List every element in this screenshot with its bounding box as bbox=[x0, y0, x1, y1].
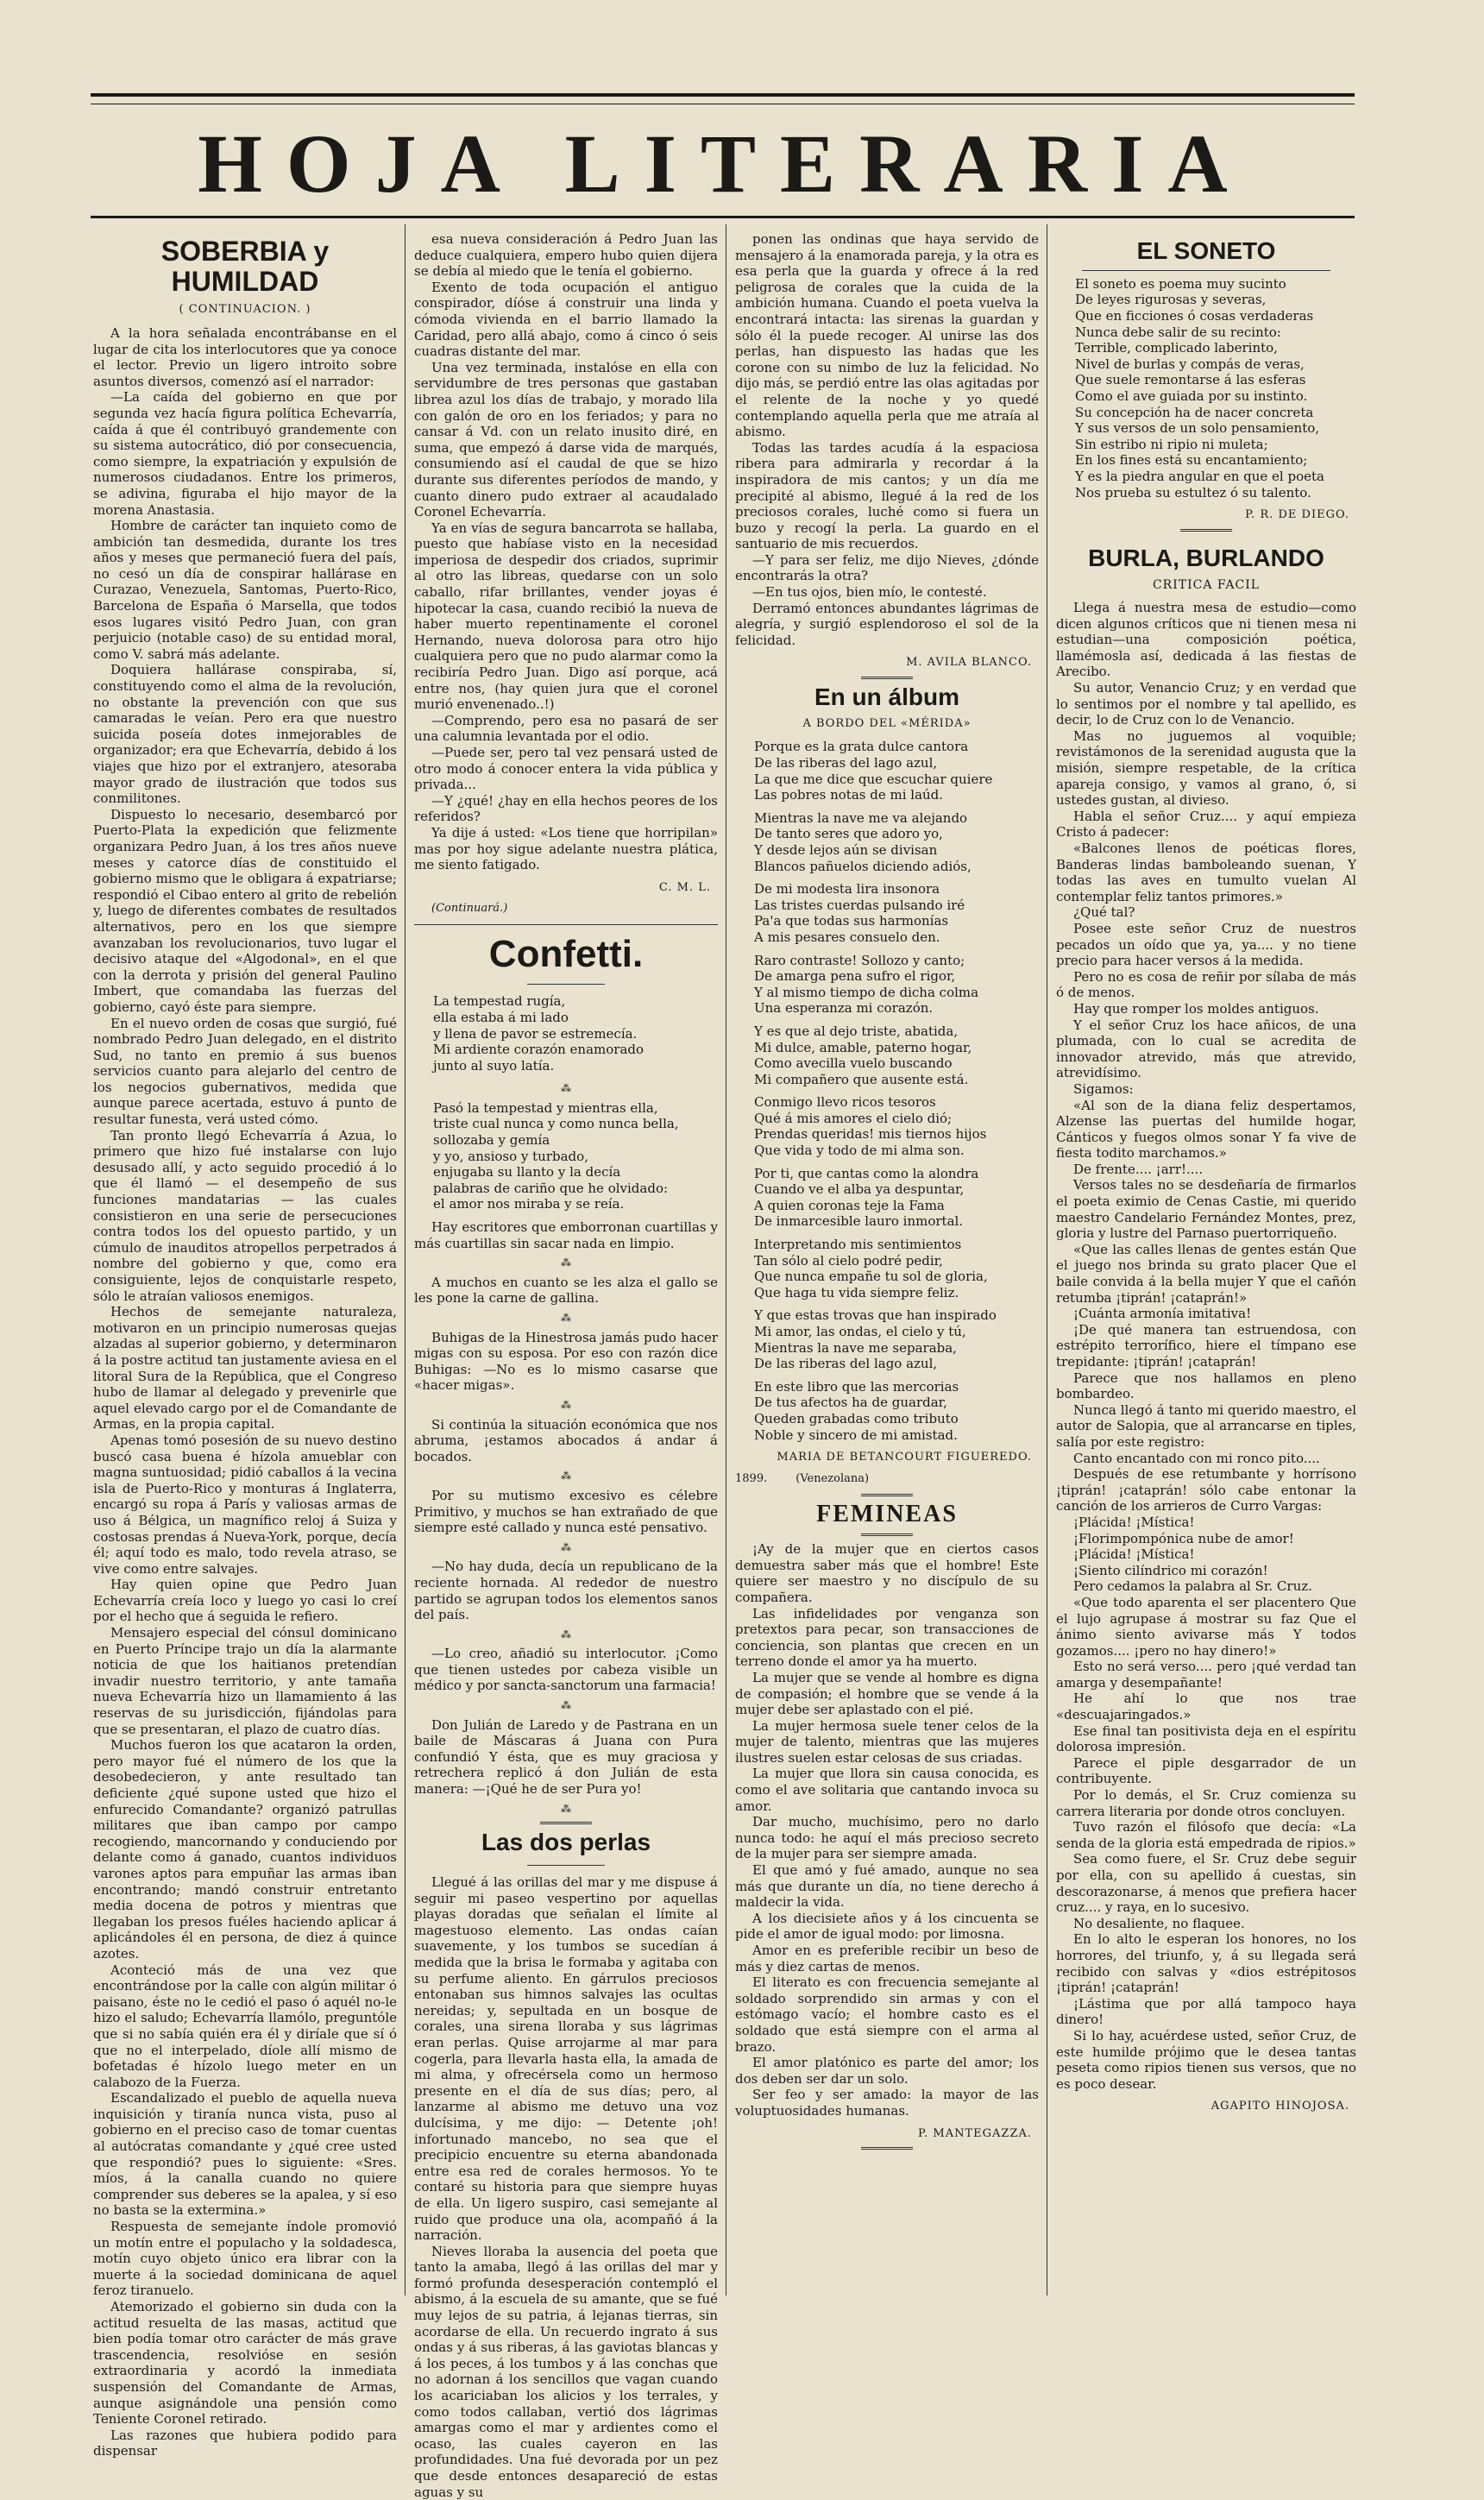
verse-line: De tus afectos ha de guardar, bbox=[754, 1395, 947, 1411]
section-rule bbox=[861, 1533, 913, 1536]
album-poem bbox=[735, 739, 1039, 1443]
paragraph: Atemorizado el gobierno sin duda con la actitud resuelta de las masas, actitud que bien podía tomar otro carácter de más grave trascendencia, resolvióse en sesión extraordinaria y acordó la inmediata suspensión del Comandante de Armas, aunque asignándole una pensión como Teniente Coronel retirado. bbox=[93, 2299, 397, 2428]
paragraph: Las razones que hubiera podido para dispensar bbox=[93, 2427, 397, 2459]
paragraph: Llegué á las orillas del mar y me dispuse á seguir mi paseo vespertino por aquellas playas doradas que señalan el límite al magestuoso elemento. Las ondas caían suavemente, y los tumbos se sucedían á medida que la brisa le formaba y agitaba con su perfume aliento. En gárrulos preciosos entonaban sus himnos salvajes las ocultas nereidas; y, sepultada en un bosque de corales, una sirena lloraba y sus lágrimas eran perlas. Quise arrojarme al mar para cogerla, para llevarla hasta ella, la amada de mi alma, y ofrecérsela como un hermoso presente en el día de sus días; pero, al lanzarme al abismo me detuvo una voz dulcísima, y me dijo: — Detente ¡oh! infortunado mancebo, no sea que el precipicio encuentre su eterna abandonada entre esa red de corales hermosos. Yo te contaré su historia para que siempre huyas de ella. Un ligero suspiro, casi semejante al ruido que produce una ola, acompañó á la narración. bbox=[414, 1874, 718, 2244]
paragraph: Por lo demás, el Sr. Cruz comienza su carrera literaria por donde otros concluyen. bbox=[1056, 1787, 1356, 1819]
paragraph: Después de ese retumbante y horrísono ¡tiprán! ¡cataprán! sólo cabe entonar la canción de los arrieros de Curro Vargas: bbox=[1056, 1466, 1356, 1514]
paragraph: «Al son de la diana feliz despertamos, Alzense las puertas del humilde hogar, Cánticos y fuegos olmos sonar Y fa vive de fiesta todito marchamos.» bbox=[1056, 1097, 1356, 1162]
paragraph: Derramó entonces abundantes lágrimas de alegría, y surgió esplendoroso el sol de la felicidad. bbox=[735, 600, 1039, 648]
article-body-perlas-cont bbox=[735, 231, 1039, 648]
verse-line: Raro contraste! Sollozo y canto; bbox=[754, 952, 965, 968]
paragraph: Amor en es preferible recibir un beso de más y diez cartas de menos. bbox=[735, 1943, 1039, 1974]
verse-line: Que nunca empañe tu sol de gloria, bbox=[754, 1269, 988, 1285]
paragraph: Las infidelidades por venganza son pretextos para pecar, son transacciones de conciencia, son plantas que crecen en un terreno donde el amor ya ha muerto. bbox=[735, 1605, 1039, 1670]
verse-line: Mientras la nave me separaba, bbox=[754, 1339, 957, 1356]
verse-line: sollozaba y gemía bbox=[433, 1132, 550, 1149]
paragraph: Tan pronto llegó Echevarría á Azua, lo primero que hizo fué instalarse con lujo desusado allí, y acto seguido procedió á lo que él llamó — el desempeño de sus funciones mandatarias — las cuales consistieron en una serie de persecuciones contra todos los del opuesto partido, y un cúmulo de inauditos atropellos perpetrados á nombre del gobierno y que, como era consiguiente, lejos de conquistarle respeto, sólo le atraían valiosos enemigos. bbox=[93, 1127, 397, 1304]
paragraph: Si lo hay, acuérdese usted, señor Cruz, de este humilde prójimo que le desea tantas peseta como ripios tienen sus versos, que no es poco desear. bbox=[1056, 2027, 1356, 2092]
paragraph: Muchos fueron los que acataron la orden, pero mayor fué el número de los que la desobedecieron, y ante resultado tan deficiente ¿qué supone usted que hizo el enfurecido Comandante? organizó patrullas militares que iban campo por campo recogiendo, mancornando y conduciendo por delante como á ganado, cuantos individuos varones aptos para empuñar las armas iban encontrando; mandó construir entretanto media docena de potros y mientras que llegaban los presos fuéles haciendo aplicar á aplicándoles él en persona, de diez á quince azotes. bbox=[93, 1737, 397, 1962]
paragraph: ¡Siento cilíndrico mi corazón! bbox=[1073, 1562, 1268, 1578]
column-divider bbox=[405, 224, 406, 2295]
paragraph: ¡Florimpompónica nube de amor! bbox=[1073, 1530, 1294, 1546]
paragraph: «Que las calles llenas de gentes están Que el juego nos brinda su grato placer Que el baile convida á la bella mujer Y que el cañón retumba ¡tiprán! ¡cataprán!» bbox=[1056, 1241, 1356, 1306]
column-4 bbox=[1056, 231, 1356, 2295]
top-rule bbox=[91, 93, 1355, 97]
paragraph: Nunca llegó á tanto mi querido maestro, el autor de Salopia, que al arrancarse en tiples, salía por este registro: bbox=[1056, 1401, 1356, 1450]
poem-date-place bbox=[735, 1471, 1039, 1488]
paragraph: Y el señor Cruz los hace añicos, de una plumada, con lo cual se acredita de innovador atrevido, más que atrevido, atrevidísimo. bbox=[1056, 1017, 1356, 1081]
poem-stanza bbox=[735, 953, 1039, 1017]
verse-line: De inmarcesible lauro inmortal. bbox=[754, 1213, 964, 1230]
article-title-confetti: Confetti. bbox=[488, 932, 644, 975]
section-separator: ⁂ bbox=[561, 1540, 571, 1553]
article-body-femineas bbox=[735, 1541, 1039, 2119]
paragraph: ¡Ay de la mujer que en ciertos casos demuestra saber más que el hombre! Este quiere ser maestro y no discípulo de su compañera. bbox=[735, 1541, 1039, 1605]
section-separator: ⁂ bbox=[561, 1470, 571, 1483]
verse-line: Nunca debe salir de su recinto: bbox=[1075, 324, 1281, 340]
paragraph: Ser feo y ser amado: la mayor de las voluptuosidades humanas. bbox=[735, 2087, 1039, 2119]
article-title-perlas: Las dos perlas bbox=[481, 1829, 651, 1856]
verse-line: Queden grabadas como tributo bbox=[754, 1410, 959, 1426]
section-separator: ⁂ bbox=[561, 1312, 571, 1325]
poem-stanza bbox=[735, 1166, 1039, 1230]
paragraph: ponen las ondinas que haya servido de mensajero á la enamorada pareja, y la otra es esa perla que la guarda y ofrece á la red peligrosa de corales que la cuida de la ambición humana. Cuando el poeta vuelva la encontrará intacta: las sirenas la guardan y sólo él la puede recoger. Al unirse las dos perlas, han dispuesto las hadas que les corone con su nimbo de luz la felicidad. No dijo más, se perdió entre las olas agitadas por el relente de la noche y yo quedé contemplando aquella perla que me atraía al abismo. bbox=[735, 231, 1039, 440]
paragraph: —Puede ser, pero tal vez pensará usted de otro modo á conocer entera la vida pública y privada... bbox=[414, 745, 718, 793]
paragraph: El que amó y fué amado, aunque no sea más que durante un día, no tiene derecho á maldecir la vida. bbox=[735, 1862, 1039, 1911]
verse-line: Como el ave guiada por su instinto. bbox=[1075, 387, 1308, 404]
verse-line: Porque es la grata dulce cantora bbox=[754, 739, 969, 755]
paragraph: Hechos de semejante naturaleza, motivaron en un principio numerosas quejas alzadas al superior gobierno, y determinaron á la postre actitud tan justamente aviesa en el litoral Sura de la República, que el Congreso hubo de llamar al delegado y prevenirle que aquel elevado cargo por el de Comandante de Armas, en la propia capital. bbox=[93, 1304, 397, 1433]
paragraph: Sigamos: bbox=[1073, 1080, 1134, 1097]
poem-stanza bbox=[735, 1307, 1039, 1371]
confetti-item: Don Julián de Laredo y de Pastrana en un baile de Máscaras á Juana con Pura confundió Y ésta, que es muy graciosa y retrechera replicó á don Julián de esta manera: —¡Qué he de ser Pura yo! bbox=[414, 1716, 718, 1798]
verse-line: De amarga pena sufro el rigor, bbox=[754, 968, 956, 985]
paragraph: —Y ¿qué! ¿hay en ella hechos peores de los referidos? bbox=[414, 792, 718, 825]
verse-line: Qué á mis amores el cielo dió; bbox=[754, 1110, 953, 1126]
verse-line: el amor nos miraba y se reía. bbox=[433, 1196, 625, 1212]
paragraph: Hombre de carácter tan inquieto como de ambición tan desmedida, durante los tres años y meses que permaneció fuera del país, no cesó un día de conspirar hallárase en Curazao, Venezuela, Santomas, Puerto-Rico, Barcelona de España ó Marsella, que todos esos lugares visitó Pedro Juan, con gran perjuicio (notable caso) de su entidad moral, como V. sabrá más adelante. bbox=[93, 518, 397, 662]
paragraph: ¡Cuánta armonía imitativa! bbox=[1073, 1306, 1252, 1322]
paragraph: Pero no es cosa de reñir por sílaba de más ó de menos. bbox=[1056, 968, 1356, 1001]
verse-line: Pasó la tempestad y mientras ella, bbox=[433, 1099, 658, 1116]
article-body-soberbia bbox=[93, 325, 397, 2459]
section-separator: ⁂ bbox=[561, 1082, 571, 1095]
confetti-item: Hay escritores que emborronan cuartillas y más cuartillas sin sacar nada en limpio. bbox=[414, 1219, 718, 1251]
verse-line: La que me dice que escuchar quiere bbox=[754, 771, 993, 787]
paragraph: ¡De qué manera tan estruendosa, con estrépito terrorífico, hiere el tímpano ese trepidante: ¡tiprán! ¡cataprán! bbox=[1056, 1321, 1356, 1370]
poem-stanza bbox=[735, 1379, 1039, 1443]
paragraph: Ya en vías de segura bancarrota se hallaba, puesto que habíase visto en la necesidad imperiosa de despedir dos criados, suprimir al otro las libreas, quedarse con un solo caballo, rifar brillantes, vender joyas é hipotecar la casa, cuando recibió la nueva de haber muerto repentinamente el coronel Hernando, nueva dolorosa para otro hijo cualquiera pero que no pudo alarmar como la recibiría Pedro Juan. Digo así porque, acá entre nos, (hay quien jura que el coronel murió envenenado..!) bbox=[414, 520, 718, 713]
paragraph: —En tus ojos, bien mío, le contesté. bbox=[752, 584, 987, 601]
verse-line: Las tristes cuerdas pulsando iré bbox=[754, 897, 965, 913]
verse-line: Una esperanza mi corazón. bbox=[754, 1000, 934, 1017]
verse-line: Y desde lejos aún se divisan bbox=[754, 841, 938, 858]
poem-stanza bbox=[735, 1237, 1039, 1300]
section-separator: ⁂ bbox=[561, 1628, 571, 1640]
poem-place: (Venezolana) bbox=[795, 1471, 870, 1485]
paragraph: A los diecisiete años y á los cincuenta se pide el amor de igual modo: por limosna. bbox=[735, 1910, 1039, 1943]
verse-line: Y es la piedra angular en que el poeta bbox=[1075, 468, 1324, 484]
verse-line: El soneto es poema muy sucinto bbox=[1075, 275, 1286, 292]
section-rule bbox=[861, 2147, 913, 2150]
verse-line: Sin estribo ni ripio ni muleta; bbox=[1075, 436, 1268, 452]
section-rule bbox=[861, 1494, 913, 1496]
paragraph: Mas no juguemos al voquible; revistámonos de la serenidad augusta que la misión, siempre respetable, de la crítica apareja consigo, y vamos al grano, ó, si ustedes gustan, al divieso. bbox=[1056, 727, 1356, 809]
paragraph: esa nueva consideración á Pedro Juan las deduce cualquiera, empero hubo quien dijera se debía al miedo que le tenía el gobierno. bbox=[414, 231, 718, 280]
verse-line: A quien coronas teje la Fama bbox=[754, 1197, 945, 1213]
paragraph: En lo alto le esperan los honores, no los horrores, del triunfo, y, á su llegada será recibido con salvas y «dios estrépitosos ¡tiprán! ¡cataprán! bbox=[1056, 1931, 1356, 1996]
paragraph: La mujer hermosa suele tener celos de la mujer de talento, mientras que las mujeres ilustres suelen estar celosas de sus criadas. bbox=[735, 1717, 1039, 1766]
verse-line: Nivel de burlas y compás de veras, bbox=[1075, 356, 1305, 372]
confetti-item: —Lo creo, añadió su interlocutor. ¡Como que tienen ustedes por cabeza visible un médico y por sancta-sanctorum una farmacia! bbox=[414, 1646, 718, 1694]
article-title-femineas: FEMINEAS bbox=[816, 1501, 958, 1528]
section-rule bbox=[527, 1865, 605, 1866]
paragraph: ¡Plácida! ¡Mística! bbox=[1073, 1514, 1195, 1530]
verse-line: Que vida y todo de mi alma son. bbox=[754, 1143, 965, 1159]
verse-line: triste cual nunca y como nunca bella, bbox=[433, 1116, 679, 1132]
article-body-burla bbox=[1056, 600, 1356, 2092]
paragraph: No desaliente, no flaquee. bbox=[1073, 1915, 1245, 1931]
paragraph: Hay que romper los moldes antiguos. bbox=[1073, 1000, 1319, 1017]
paragraph: Hay quien opine que Pedro Juan Echevarría creía loco y luego yo casi lo creí por el hecho que á seguida le refiero. bbox=[93, 1577, 397, 1625]
verse-line: Prendas queridas! mis tiernos hijos bbox=[754, 1126, 987, 1143]
paragraph: En el nuevo orden de cosas que surgió, fué nombrado Pedro Juan delegado, en el distrito Sud, no tanto en premio á sus buenos servicios cuanto para alejarlo del centro de los negocios gubernativos, medida que aunque parece acertada, estuvo á punto de resultar funesta, verá usted cómo. bbox=[93, 1015, 397, 1128]
confetti-item: A muchos en cuanto se les alza el gallo se les pone la carne de gallina. bbox=[414, 1274, 718, 1307]
paragraph: Mensajero especial del cónsul dominicano en Puerto Príncipe trajo un día la alarmante noticia de que los haitianos pretendían invadir nuestro territorio, y ante tamaña nueva Echevarría hizo un llamamiento á las reservas de su jurisdicción, fijándolas para que se presentaran, el plazo de cuatro días. bbox=[93, 1625, 397, 1737]
author-signature: P. R. DE DIEGO. bbox=[1245, 508, 1349, 522]
verse-line: Las pobres notas de mi laúd. bbox=[754, 787, 944, 803]
verse-line: En este libro que las mercorias bbox=[754, 1378, 959, 1395]
poem-stanza bbox=[735, 1023, 1039, 1087]
verse-line: Mi amor, las ondas, el cielo y tú, bbox=[754, 1324, 966, 1340]
album-subtitle: A BORDO DEL «MÉRIDA» bbox=[802, 716, 972, 730]
section-separator: ⁂ bbox=[561, 1256, 571, 1269]
verse-line: enjugaba su llanto y la decía bbox=[433, 1164, 621, 1181]
author-signature: C. M. L. bbox=[658, 880, 711, 894]
paragraph: Dar mucho, muchísimo, pero no darlo nunca todo: he aquí el más precioso secreto de la mujer para ser siempre amada. bbox=[735, 1814, 1039, 1862]
paragraph: ¡Plácida! ¡Mística! bbox=[1073, 1546, 1195, 1563]
verse-line: Terrible, complicado laberinto, bbox=[1075, 340, 1278, 356]
author-signature: AGAPITO HINOJOSA. bbox=[1210, 2100, 1349, 2113]
paragraph: Parece el piple desgarrador de un contribuyente. bbox=[1056, 1754, 1356, 1787]
poem-year: 1899. bbox=[735, 1471, 768, 1485]
soneto-poem bbox=[1056, 276, 1356, 501]
section-separator: ⁂ bbox=[561, 1802, 571, 1815]
confetti-items bbox=[414, 1219, 718, 1817]
poem-stanza bbox=[735, 881, 1039, 945]
masthead-title: HOJA LITERARIA bbox=[198, 117, 1252, 210]
verse-line: ella estaba á mi lado bbox=[433, 1009, 569, 1025]
masthead-rule bbox=[91, 216, 1355, 218]
verse-line: De leyes rigurosas y severas, bbox=[1075, 292, 1267, 308]
confetti-item: Si continúa la situación económica que nos abruma, ¡estamos abocados á andar á bocados. bbox=[414, 1416, 718, 1464]
section-rule bbox=[540, 1822, 592, 1824]
paragraph: Escandalizado el pueblo de aquella nueva inquisición y tiranía nunca vista, puso al gobierno en el preciso caso de tomar cuentas al autócratas comandante y ¿qué cree usted que respondió? pues lo siguiente: «Sres. míos, á la canalla cuando no quiere comprender sus deberes se la apalea, y sí eso no basta se la extermina.» bbox=[93, 2090, 397, 2219]
paragraph: A la hora señalada encontrábanse en el lugar de cita los interlocutores que ya conoce el lector. Previo un ligero introito sobre asuntos diversos, comenzó así el narrador: bbox=[93, 324, 397, 389]
verse-line: De las riberas del lago azul, bbox=[754, 755, 938, 771]
verse-line: Como avecilla vuelo buscando bbox=[754, 1055, 953, 1072]
verse-line: En los fines está su encantamiento; bbox=[1075, 452, 1308, 469]
paragraph: Ya dije á usted: «Los tiene que horripilan» mas por hoy sigue adelante nuestra plática, me siento fatigado. bbox=[414, 824, 718, 873]
burla-subtitle: CRITICA FACIL bbox=[1152, 577, 1261, 592]
section-rule bbox=[1180, 529, 1232, 532]
author-signature: M. AVILA BLANCO. bbox=[906, 656, 1032, 670]
paragraph: He ahí lo que nos trae «descuajaringados.» bbox=[1056, 1691, 1356, 1723]
article-title-soneto: EL SONETO bbox=[1136, 237, 1276, 264]
paragraph: Versos tales no se desdeñaría de firmarlos el poeta eximio de Cenas Castie, mi querido maestro Candelario Fernández Montes, prez, gloria y lustre del Parnaso puertorriqueño. bbox=[1056, 1177, 1356, 1242]
verse-line: De tanto seres que adoro yo, bbox=[754, 826, 943, 842]
author-signature: P. MANTEGAZZA. bbox=[918, 2126, 1032, 2140]
article-title-soberbia: SOBERBIA y HUMILDAD bbox=[160, 236, 330, 298]
paragraph: El literato es con frecuencia semejante al soldado sorprendido sin armas y con el estómago vacío; el hombre casto es el soldado que está siempre con el arma al brazo. bbox=[735, 1974, 1039, 2055]
paragraph: Llega á nuestra mesa de estudio—como dicen algunos críticos que ni tienen mesa ni estudian—una composición poética, llamémosla así, dedicada á las fiestas de Arecibo. bbox=[1056, 600, 1356, 680]
verse-line: Mi dulce, amable, paterno hogar, bbox=[754, 1039, 972, 1055]
verse-line: Y sus versos de un solo pensamiento, bbox=[1075, 420, 1320, 437]
paragraph: Todas las tardes acudía á la espaciosa ribera para admirarla y recordar á la inspiradora de mis cantos; y un día me precipité al abismo, llegué á la red de los preciosos corales, luché como si fuera un buzo y recogí la perla. La guardo en el santuario de mis recuerdos. bbox=[735, 439, 1039, 552]
paragraph: La mujer que llora sin causa conocida, es como el ave solitaria que cantando invoca su amor. bbox=[735, 1766, 1039, 1814]
article-title-album: En un álbum bbox=[814, 683, 959, 711]
verse-line: Y es que al dejo triste, abatida, bbox=[754, 1023, 959, 1039]
confetti-item: —No hay duda, decía un republicano de la reciente hornada. Al rededor de nuestro partido se agrupan todos los elementos sanos del país. bbox=[414, 1559, 718, 1623]
paragraph: De frente.... ¡arr!.... bbox=[1073, 1161, 1204, 1177]
paragraph: Parece que nos hallamos en pleno bombardeo. bbox=[1056, 1370, 1356, 1402]
verse-line: Blancos pañuelos diciendo adiós, bbox=[754, 858, 972, 874]
continued-label: (Continuará.) bbox=[431, 902, 508, 916]
paragraph: Tuvo razón el filósofo que decía: «La senda de la gloria está empedrada de ripios.» bbox=[1056, 1819, 1356, 1851]
section-separator: ⁂ bbox=[561, 1699, 571, 1712]
paragraph: —Comprendo, pero esa no pasará de ser una calumnia levantada por el odio. bbox=[414, 712, 718, 745]
paragraph: Una vez terminada, instalóse en ella con servidumbre de tres personas que gastaban librea azul los días de trabajo, y morado lila con galón de oro en los feriados; y para no cansar á Vd. con un relato inusito diré, en suma, que empezó á darse vida de marqués, consumiendo así el caudal de que se hizo durante sus diferentes períodos de mando, y cuanto dinero pudo extraer al acaudalado Coronel Echevarría. bbox=[414, 359, 718, 520]
verse-line: Por ti, que cantas como la alondra bbox=[754, 1165, 979, 1181]
verse-line: Mientras la nave me va alejando bbox=[754, 809, 968, 826]
paragraph: ¿Qué tal? bbox=[1073, 904, 1135, 921]
poem-stanza bbox=[735, 810, 1039, 874]
verse-line: Que en ficciones ó cosas verdaderas bbox=[1075, 307, 1314, 324]
paragraph: Respuesta de semejante índole promovió un motín entre el populacho y la soldadesca, motín cuyo objeto único era librar con la muerte á la sociedad dominicana de aquel feroz tiranuelo. bbox=[93, 2219, 397, 2299]
verse-line: Pa'a que todas sus harmonías bbox=[754, 913, 949, 929]
paragraph: «Balcones llenos de poéticas flores, Banderas lindas bamboleando suenan, Y todas las aves en tumulto vuelan Al contemplar feliz tantos primores.» bbox=[1056, 841, 1356, 904]
section-rule bbox=[1082, 270, 1330, 271]
section-rule bbox=[861, 677, 913, 679]
verse-line: Tan sólo al cielo podré pedir, bbox=[754, 1252, 943, 1269]
paragraph: —La caída del gobierno en que por segunda vez hacía figura política Echevarría, caída á que él contribuyó grandemente con su sistema autocrático, dió por consecuencia, como siempre, la expatriación y expulsión de numerosos ciudadanos. Entre los primeros, se adivina, figuraba el hijo mayor de la morena Anastasia. bbox=[93, 389, 397, 518]
confetti-item: Por su mutismo excesivo es célebre Primitivo, y muchos se han extrañado de que siempre esté callado y nunca esté pensativo. bbox=[414, 1487, 718, 1536]
paragraph: Exento de toda ocupación el antiguo conspirador, díóse á construir una linda y cómoda vivienda en el barrio llamado la Caridad, pero allá abajo, como á cinco ó seis cuadras distante del mar. bbox=[414, 279, 718, 360]
paragraph: Habla el señor Cruz.... y aquí empieza Cristo á padecer: bbox=[1056, 808, 1356, 841]
paragraph: Aconteció más de una vez que encontrándose por la calle con algún militar ó paisano, éste no le cedió el paso ó aquél no-le hizo el saludo; Echevarría llamólo, preguntóle que si no sabía quién era él y diríale que sí ó que no el interpelado, díole allí mismo de bofetadas é hízolo luego meter en un calabozo de la Fuerza. bbox=[93, 1962, 397, 2090]
paragraph: Posee este señor Cruz de nuestros pecados un oído que ya, ya.... y no tiene precio para hacer versos á la medida. bbox=[1056, 920, 1356, 969]
paragraph: —Y para ser feliz, me dijo Nieves, ¿dónde encontrarás la otra? bbox=[735, 551, 1039, 584]
article-body-soberbia-cont bbox=[414, 231, 718, 873]
verse-line: Mi compañero que ausente está. bbox=[754, 1071, 969, 1087]
verse-line: Noble y sincero de mi amistad. bbox=[754, 1426, 958, 1443]
verse-line: A mis pesares consuelo den. bbox=[754, 929, 940, 945]
continuation-label: ( CONTINUACION. ) bbox=[179, 303, 311, 317]
verse-line: Cuando ve el alba ya despuntar, bbox=[754, 1181, 965, 1198]
paragraph: Su autor, Venancio Cruz; y en verdad que lo sentimos por el nombre y tal apellido, es decir, lo de Cruz con lo de Venancio. bbox=[1056, 680, 1356, 728]
paragraph: El amor platónico es parte del amor; los dos deben ser dar un solo. bbox=[735, 2055, 1039, 2087]
paragraph: Sea como fuere, el Sr. Cruz debe seguir por ella, con su apellido á cuestas, sin descorazonarse, á menos que prefiera hacer cruz.... y raya, en lo sucesivo. bbox=[1056, 1851, 1356, 1916]
confetti-item: Buhigas de la Hinestrosa jamás pudo hacer migas con su esposa. Por eso con razón dice Buhigas: —No es lo mismo casarse que «hacer migas». bbox=[414, 1329, 718, 1394]
verse-line: y yo, ansioso y turbado, bbox=[433, 1148, 588, 1164]
verse-line: Que suele remontarse á las esferas bbox=[1075, 372, 1306, 388]
verse-line: palabras de cariño que he olvidado: bbox=[433, 1180, 669, 1196]
column-1 bbox=[93, 231, 397, 2459]
poem-stanza bbox=[735, 1094, 1039, 1158]
paragraph: Canto encantado con mi ronco pito.... bbox=[1073, 1450, 1320, 1466]
verse-line: Y al mismo tiempo de dicha colma bbox=[754, 984, 979, 1000]
column-2 bbox=[414, 231, 718, 2500]
verse-line: junto al suyo latía. bbox=[433, 1057, 555, 1074]
paragraph: Ese final tan positivista deja en el espíritu dolorosa impresión. bbox=[1056, 1722, 1356, 1755]
verse-line: Interpretando mis sentimientos bbox=[754, 1237, 962, 1253]
article-title-burla: BURLA, BURLANDO bbox=[1088, 544, 1324, 571]
author-signature: MARIA DE BETANCOURT FIGUEREDO. bbox=[777, 1451, 1032, 1464]
section-separator: ⁂ bbox=[561, 1398, 571, 1411]
verse-line: Su concepción ha de nacer concreta bbox=[1075, 404, 1314, 420]
verse-line: Y que estas trovas que han inspirado bbox=[754, 1307, 997, 1324]
paragraph: «Que todo aparenta el ser placentero Que el lujo agrupase á mostrar su faz Que el ánimo siento avivarse más Y todos gozamos.... ¡pero no hay dinero!» bbox=[1056, 1594, 1356, 1659]
verse-line: Que haga tu vida siempre feliz. bbox=[754, 1284, 959, 1300]
paragraph: Doquiera hallárase conspiraba, sí, constituyendo como el alma de la revolución, no obstante la prevención con que sus camaradas le veían. Pero era que nuestro suicida poseía dotes inmejorables de organizador; era que Echevarría, debido á los viajes que hizo por el extranjero, atesoraba mayor grado de ilustración que todos sus conmilitones. bbox=[93, 662, 397, 807]
paragraph: La mujer que se vende al hombre es digna de compasión; el hombre que se vende á la mujer debe ser aplastado con el pié. bbox=[735, 1669, 1039, 1718]
section-rule bbox=[527, 984, 605, 985]
verse-line: De mi modesta lira insonora bbox=[754, 881, 940, 897]
verse-line: De las riberas del lago azul, bbox=[754, 1356, 938, 1372]
verse-line: Conmigo llevo ricos tesoros bbox=[754, 1094, 936, 1111]
paragraph: Dispuesto lo necesario, desembarcó por Puerto-Plata la expedición que felizmente organizara Pedro Juan, á los tres años nueve meses y catorce días de constituido el gobierno mismo que le obligara á expatriarse; respondió el Cibao entero al grito de rebelión y, luego de diferentes combates de resultados alternativos, pero en los que siempre avanzaban los revolucionarios, tuvo lugar el decisivo ataque del «Algodonal», en el que con la derrota y prisión del general Paulino Imbert, que comandaba las fuerzas del gobierno, cayó éste para siempre. bbox=[93, 806, 397, 1015]
verse-line: y llena de pavor se estremecía. bbox=[433, 1025, 638, 1042]
confetti-verse-2 bbox=[414, 1100, 718, 1212]
paragraph: Nieves lloraba la ausencia del poeta que tanto la amaba, llegó á las orillas del mar y formó profunda desesperación contempló el abismo, á la escuela de su amante, que se fué muy lejos de su patria, á lejanas tierras, sin acordarse de ella. Un recuerdo ingrato á sus ondas y á sus riberas, á las gaviotas blancas y á los peces, á los tumbos y á las conchas que no adornan á los sencillos que vagan cuando los acariciaban los alicios y los terrales, y como todos callaban, vertió dos lágrimas amargas como el mar y ardientes como el ocaso, las cuales cayeron en las profundidades. Una fué devorada por un pez que desde entonces desapareció de estas aguas y su bbox=[414, 2243, 718, 2500]
paragraph: Esto no será verso.... pero ¡qué verdad tan amarga y desempañante! bbox=[1056, 1659, 1356, 1691]
section-rule bbox=[414, 924, 718, 925]
column-3 bbox=[735, 231, 1039, 2295]
verse-line: Nos prueba su estultez ó su talento. bbox=[1075, 484, 1311, 501]
paragraph: Pero cedamos la palabra al Sr. Cruz. bbox=[1073, 1578, 1312, 1595]
verse-line: Mi ardiente corazón enamorado bbox=[433, 1042, 645, 1058]
article-body-perlas bbox=[414, 1874, 718, 2500]
poem-stanza bbox=[735, 739, 1039, 803]
paragraph: Apenas tomó posesión de su nuevo destino buscó casa buena é hízola amueblar con magna suntuosidad; pidió caballos á la vecina isla de Puerto-Rico y monturas á Inglaterra, encargó su ropa á París y valiosas armas de uso á Bélgica, un magnífico reloj á Suiza y costosas prendas á Nueva-York, porque, decía él; aquí todo es malo, todo revela atraso, se vive como entre salvajes. bbox=[93, 1432, 397, 1577]
verse-line: La tempestad rugía, bbox=[433, 993, 566, 1010]
paragraph: ¡Lástima que por allá tampoco haya dinero! bbox=[1056, 1995, 1356, 2028]
confetti-verse-1 bbox=[414, 993, 718, 1074]
